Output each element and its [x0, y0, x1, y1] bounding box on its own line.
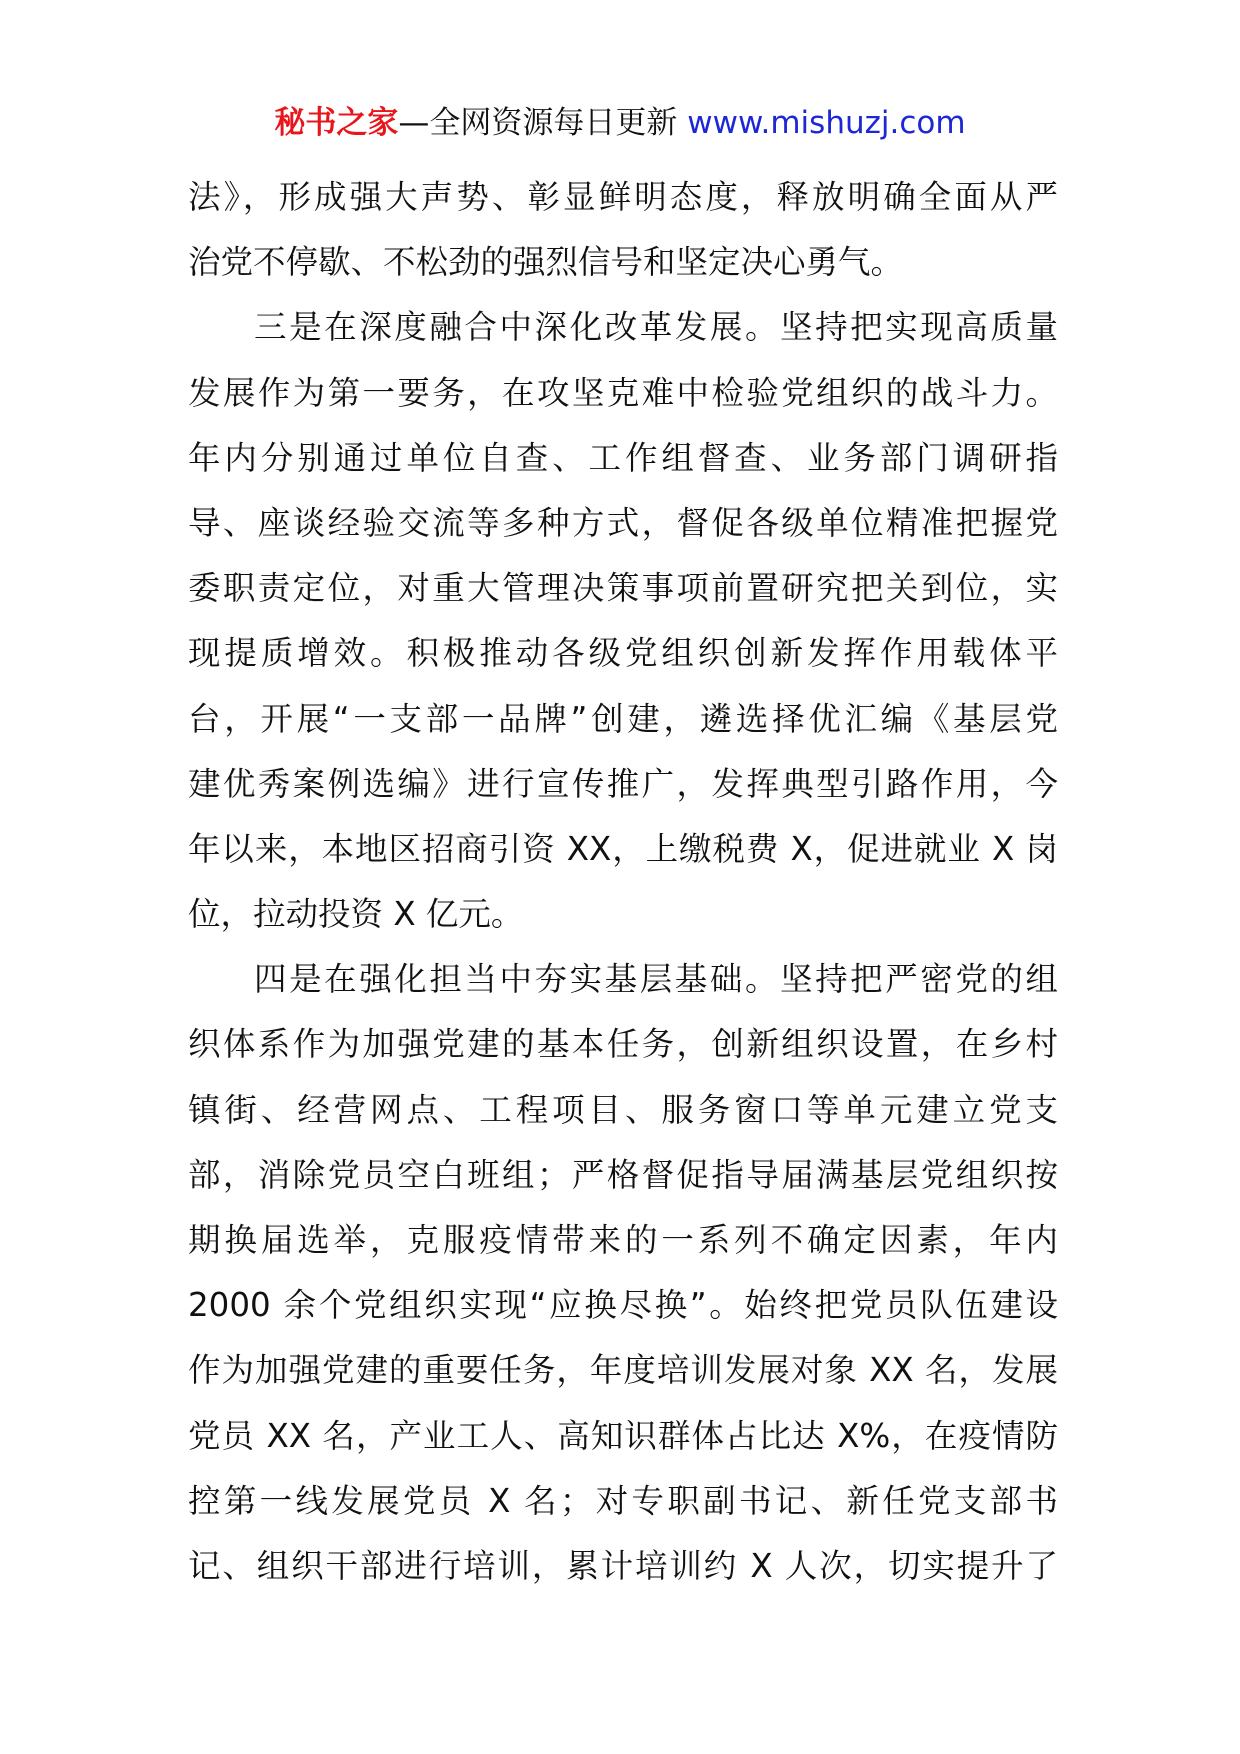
text-line: 2000 余个党组织实现“应换尽换”。始终把党员队伍建设 — [188, 1286, 1058, 1325]
text-line: 法》，形成强大声势、彰显鲜明态度，释放明确全面从严 — [188, 178, 1058, 216]
text-line: 期换届选举，克服疫情带来的一系列不确定因素，年内 — [188, 1221, 1058, 1259]
paragraph-start-line: 四是在强化担当中夯实基层基础。坚持把严密党的组 — [254, 960, 1058, 999]
site-url-link[interactable]: www.mishuzj.com — [687, 105, 966, 141]
text-line: 台，开展“一支部一品牌”创建，遴选择优汇编《基层党 — [188, 699, 1058, 738]
text-line: 导、座谈经验交流等多种方式，督促各级单位精准把握党 — [188, 503, 1058, 542]
text-line: 党员 XX 名，产业工人、高知识群体占比达 X%，在疫情防 — [188, 1416, 1058, 1455]
site-tagline: —全网资源每日更新 — [398, 105, 678, 141]
text-line: 建优秀案例选编》进行宣传推广，发挥典型引路作用，今 — [188, 764, 1058, 803]
text-line: 现提质增效。积极推动各级党组织创新发挥作用载体平 — [188, 634, 1058, 673]
paragraph-start-line: 三是在深度融合中深化改革发展。坚持把实现高质量 — [254, 308, 1058, 347]
text-line: 作为加强党建的重要任务，年度培训发展对象 XX 名，发展 — [188, 1351, 1058, 1390]
document-body — [188, 165, 1058, 1599]
text-line: 织体系作为加强党建的基本任务，创新组织设置，在乡村 — [188, 1025, 1058, 1064]
site-header — [0, 100, 1240, 146]
text-line: 年以来，本地区招商引资 XX，上缴税费 X，促进就业 X 岗 — [188, 829, 1058, 868]
text-line: 记、组织干部进行培训，累计培训约 X 人次，切实提升了 — [188, 1546, 1058, 1585]
site-brand: 秘书之家 — [274, 105, 399, 141]
text-line: 发展作为第一要务，在攻坚克难中检验党组织的战斗力。 — [188, 373, 1058, 412]
text-line: 部，消除党员空白班组；严格督促指导届满基层党组织按 — [188, 1155, 1058, 1194]
text-line: 治党不停歇、不松劲的强烈信号和坚定决心勇气。 — [188, 243, 904, 282]
text-line: 镇街、经营网点、工程项目、服务窗口等单元建立党支 — [188, 1090, 1058, 1129]
text-line: 委职责定位，对重大管理决策事项前置研究把关到位，实 — [188, 569, 1058, 608]
text-line: 位，拉动投资 X 亿元。 — [188, 895, 524, 934]
text-line: 控第一线发展党员 X 名；对专职副书记、新任党支部书 — [188, 1481, 1058, 1520]
text-line: 年内分别通过单位自查、工作组督查、业务部门调研指 — [188, 438, 1058, 477]
